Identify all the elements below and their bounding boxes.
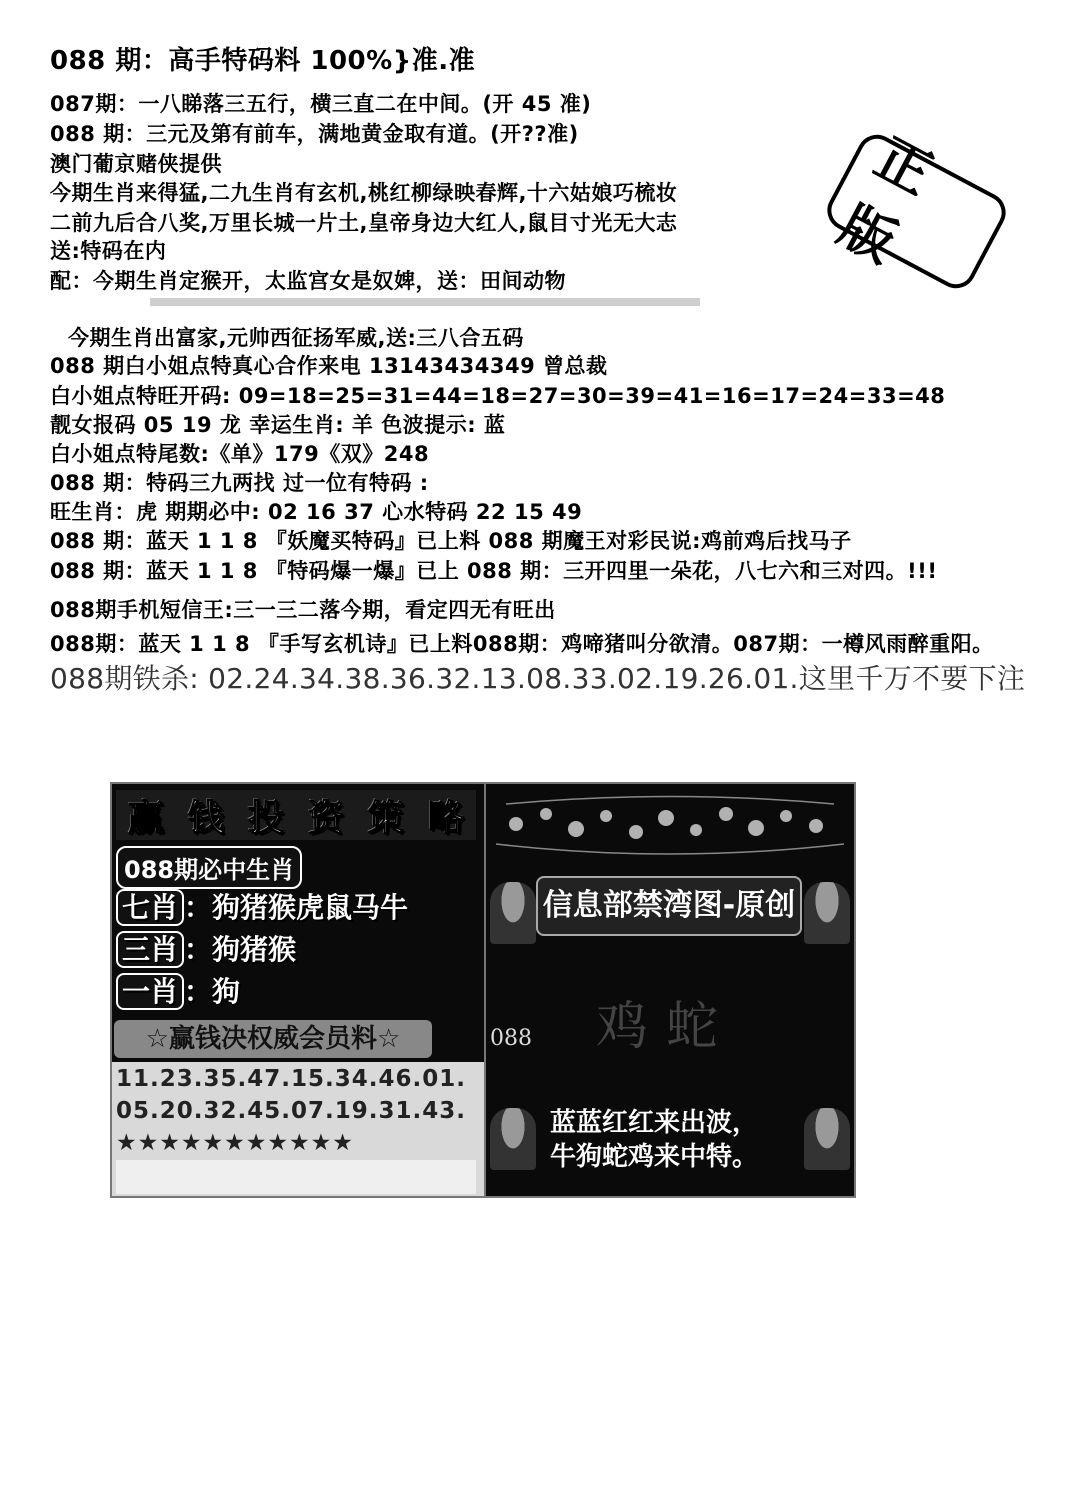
poem-line: 牛狗蛇鸡来中特。 <box>550 1142 759 1172</box>
text-line: 白小姐点特尾数:《单》179《双》248 <box>50 442 430 466</box>
text-line: 087期：一八睇落三五行，横三直二在中间。(开 45 准) <box>50 92 592 116</box>
page-header: 088 期：高手特码料 100%}准.准 <box>50 46 476 76</box>
genuine-stamp <box>820 124 1012 295</box>
zodiac-key: 三肖 <box>116 931 184 968</box>
text-line: 白小姐点特旺开码: 09=18=25=31=44=18=27=30=39=41=16=17=24=33=48 <box>50 384 946 408</box>
zodiac-value: ：狗猪猴 <box>184 933 297 966</box>
title-char: 钱 <box>187 797 224 839</box>
text-line: 088 期：蓝天 1 1 8 『妖魔买特码』已上料 088 期魔王对彩民说:鸡前鸡后找马子 <box>50 529 852 553</box>
portrait-icon <box>804 1108 850 1170</box>
title-char: 策 <box>367 797 404 839</box>
text-line: 澳门葡京赌侠提供 <box>50 152 222 176</box>
number-row: 11.23.35.47.15.34.46.01. <box>116 1066 466 1092</box>
zodiac-key: 七肖 <box>116 889 184 926</box>
number-row: 05.20.32.45.07.19.31.43. <box>116 1098 466 1124</box>
text-line: 088 期白小姐点特真心合作来电 13143434349 曾总裁 <box>50 354 608 378</box>
zodiac-row <box>116 886 408 926</box>
text-line: 今期生肖出富家,元帅西征扬军威,送:三八合五码 <box>68 326 524 350</box>
zodiac-key: 一肖 <box>116 973 184 1010</box>
text-line: 送:特码在内 <box>50 239 167 263</box>
text-line: 088期：蓝天 1 1 8 『手写玄机诗』已上料088期：鸡啼猪叫分欲清。087期：一樽风雨醉重阳。 <box>50 632 994 656</box>
poem-line: 蓝蓝红红来出波， <box>550 1108 759 1138</box>
portrait-icon <box>804 882 850 944</box>
blank-area <box>116 1160 476 1194</box>
text-line: 今期生肖来得猛,二九生肖有玄机,桃红柳绿映春辉,十六姑娘巧梳妆 <box>50 181 678 205</box>
text-line: 配：今期生肖定猴开，太监宫女是奴婢，送：田间动物 <box>50 269 566 293</box>
member-banner: ☆赢钱决权威会员料☆ <box>114 1020 432 1058</box>
info-banner: 信息部禁湾图-原创 <box>536 876 802 936</box>
tiesha-line: 088期铁杀: 02.24.34.38.36.32.13.08.33.02.19.26.01.这里千万不要下注 <box>50 662 1026 695</box>
divider <box>150 298 700 306</box>
zodiac-value: ：狗猪猴虎鼠马牛 <box>184 891 409 924</box>
text-line: 088 期：特码三九两找 过一位有特码 : <box>50 471 429 495</box>
numbers-box <box>112 1062 484 1196</box>
portrait-icon <box>490 882 536 944</box>
text-line: 靓女报码 05 19 龙 幸运生肖: 羊 色波提示: 蓝 <box>50 413 506 437</box>
portrait-icon <box>490 1108 536 1170</box>
title-char: 投 <box>247 797 284 839</box>
must-win-label: 088期必中生肖 <box>116 846 302 889</box>
stars-row: ★★★★★★★★★★★ <box>116 1130 354 1156</box>
flower-garland-icon <box>486 784 854 864</box>
title-char: 资 <box>307 797 344 839</box>
text-line: 088 期：蓝天 1 1 8 『特码爆一爆』已上 088 期：三开四里一朵花，八七六和三对四。!!! <box>50 559 938 583</box>
text-line: 二前九后合八奖,万里长城一片土,皇帝身边大红人,鼠目寸光无大志 <box>50 211 678 235</box>
stamp-text: 正版 <box>829 124 963 285</box>
period-number: 088 <box>490 1026 532 1051</box>
poem <box>550 1106 758 1174</box>
title-char: 略 <box>427 797 464 839</box>
strategy-title <box>116 790 476 840</box>
title-char: 赢 <box>127 797 164 839</box>
text-line: 088期手机短信王:三一三二落今期，看定四无有旺出 <box>50 598 556 622</box>
zodiac-row <box>116 970 240 1010</box>
text-line: 088 期：三元及第有前车，满地黄金取有道。(开??准) <box>50 122 579 146</box>
zodiac-row <box>116 928 296 968</box>
zodiac-value: ：狗 <box>184 975 241 1008</box>
strategy-image <box>110 782 486 1198</box>
text-line: 旺生肖：虎 期期必中: 02 16 37 心水特码 22 15 49 <box>50 500 583 524</box>
zodiac-hint: 鸡蛇 <box>596 997 737 1057</box>
info-image <box>484 782 856 1198</box>
